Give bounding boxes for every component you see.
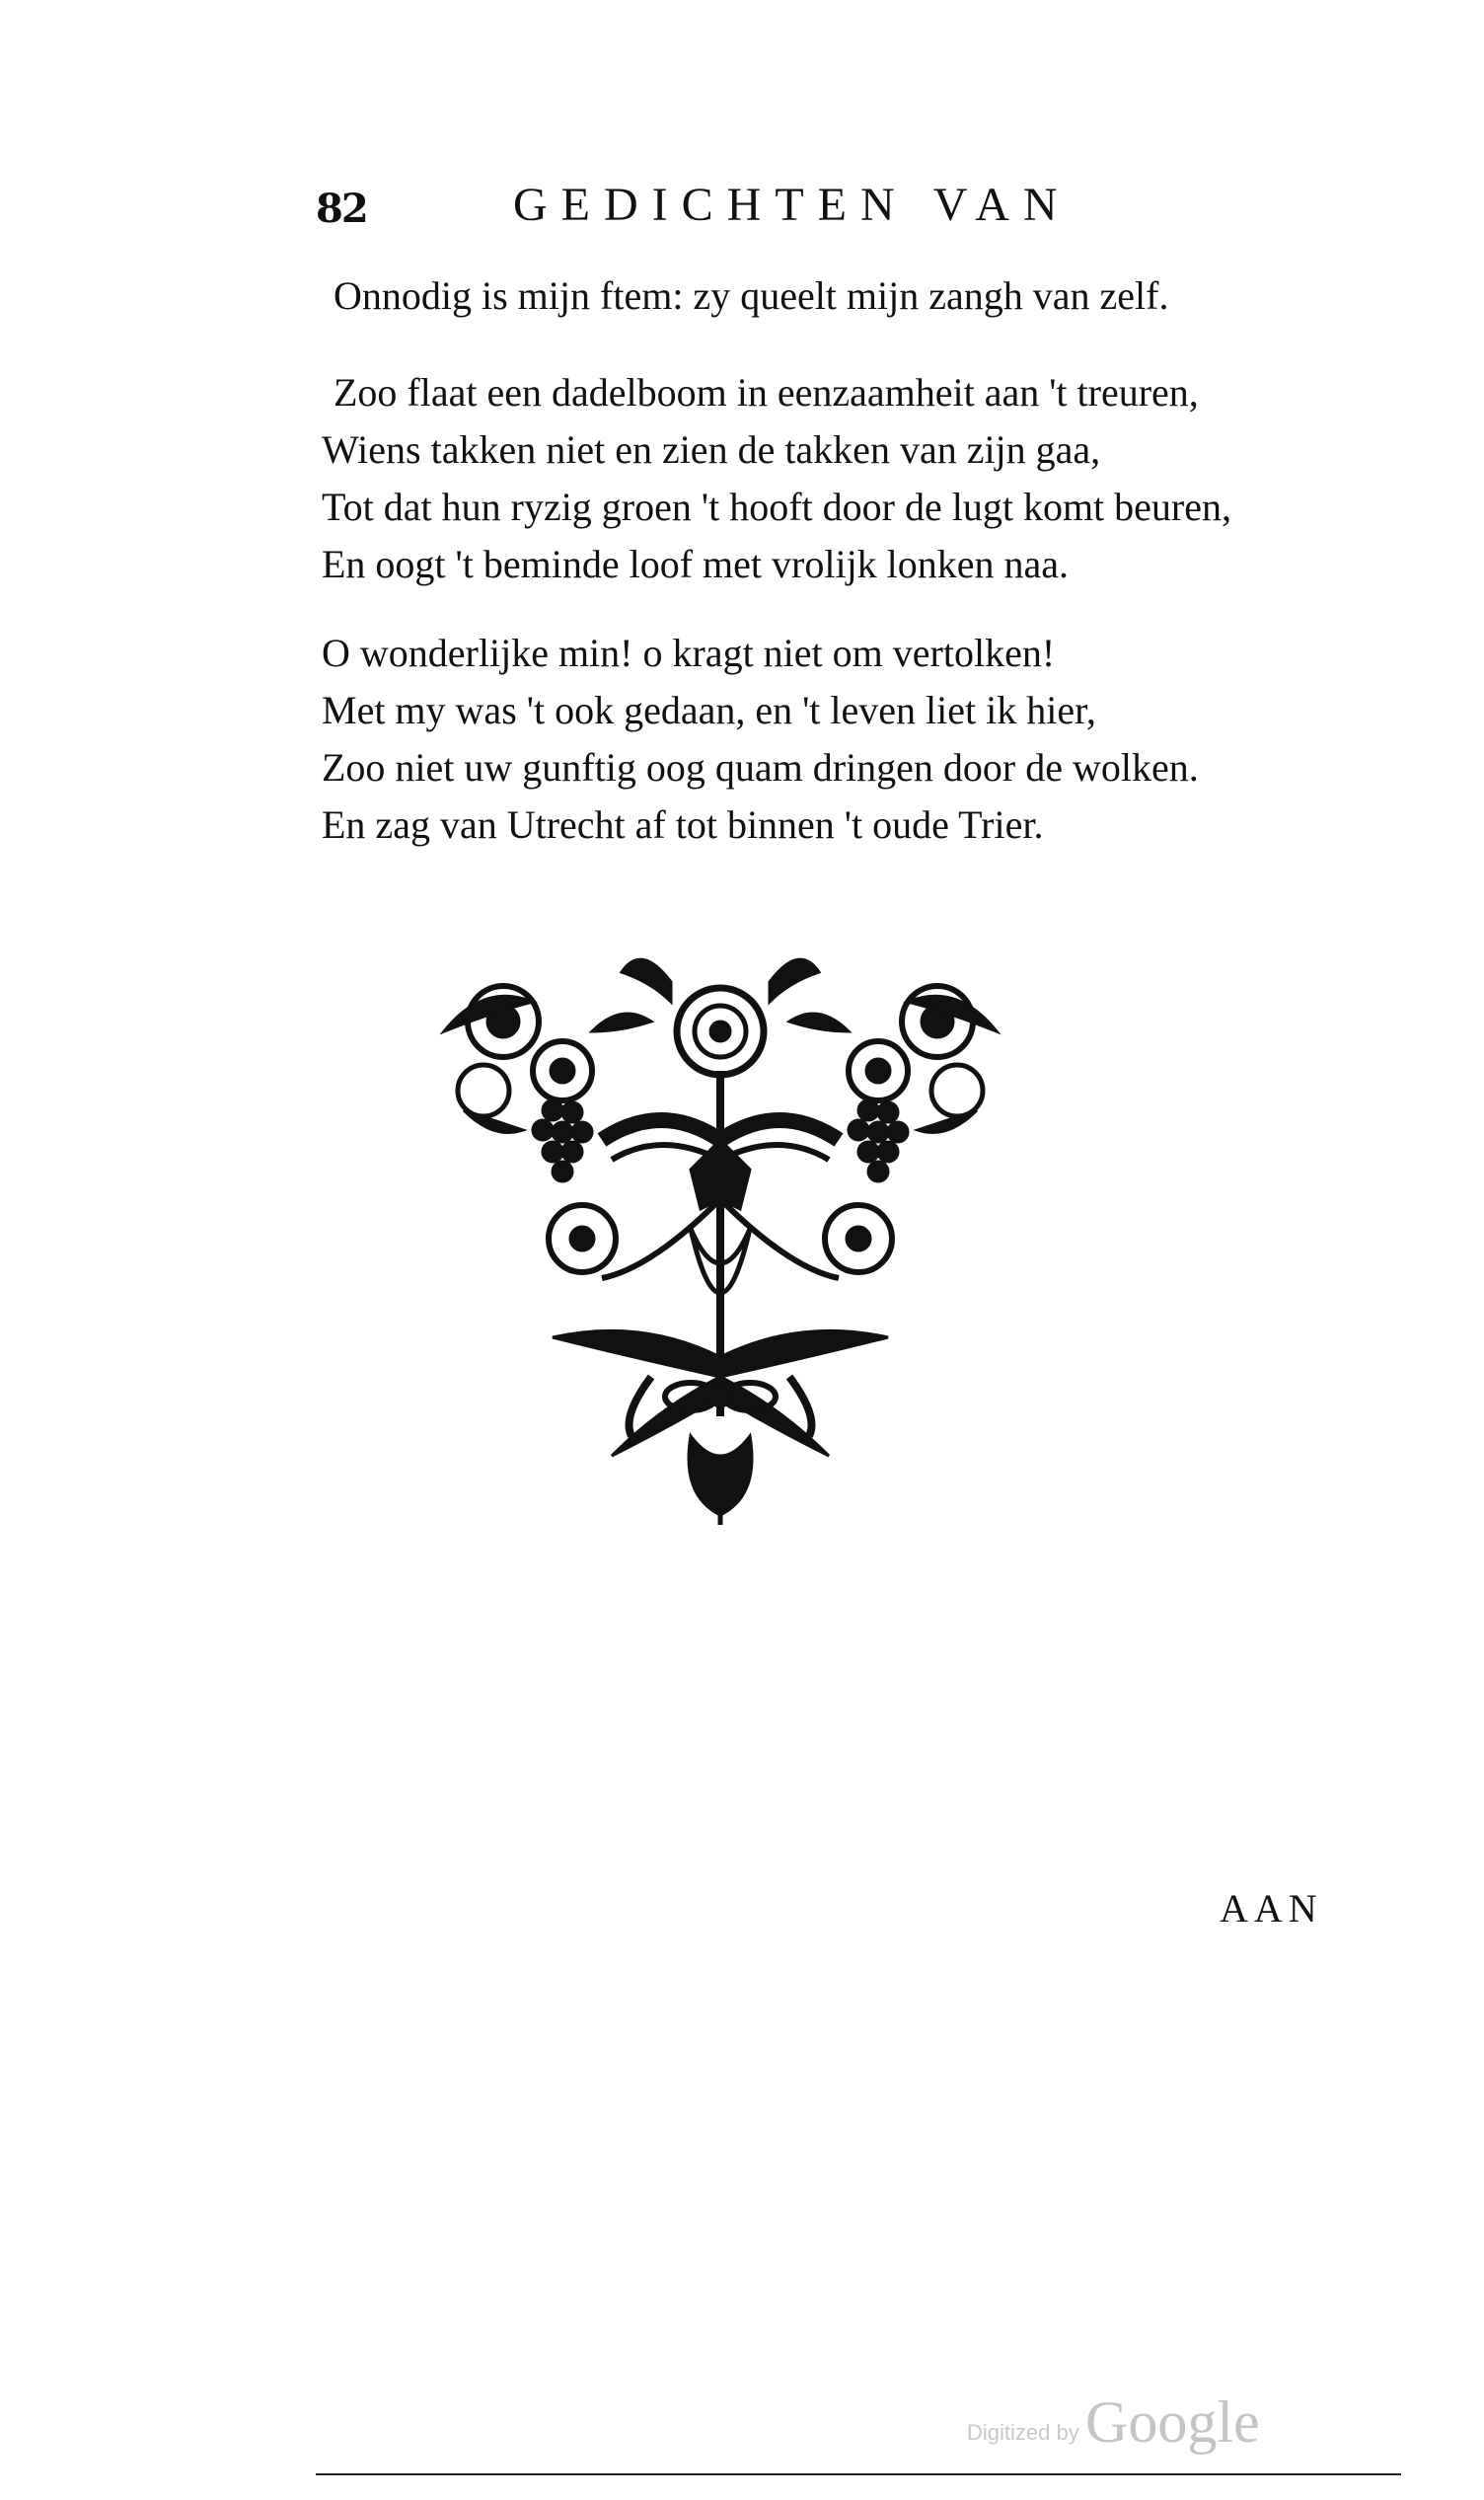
verse-line: Met my was 't ook gedaan, en 't leven liet ik hier, [322,688,1096,732]
verse-line: Zoo niet uw gunftig oog quam dringen door de wolken. [322,745,1199,790]
watermark-prefix: Digitized by [967,2420,1079,2445]
digitized-watermark [967,2388,1283,2458]
catchword: AAN [1220,1886,1323,1931]
bottom-edge-rule [316,2472,1401,2476]
verse-line: Tot dat hun ryzig groen 't hooft door de lugt komt beuren, [322,485,1231,529]
verse-line: Wiens takken niet en zien de takken van zijn gaa, [322,427,1101,472]
running-title: GEDICHTEN VAN [513,179,1072,231]
verse-line: Zoo flaat een dadelboom in eenzaamheit aan 't treuren, [334,370,1199,415]
watermark-brand: Google [1085,2389,1260,2455]
verse-line: O wonderlijke min! o kragt niet om vertolken! [322,631,1056,675]
verse-line: En oogt 't beminde loof met vrolijk lonken naa. [322,542,1070,586]
grapes-left [533,1100,592,1181]
floral-vignette-icon [424,943,1016,1535]
page-number: 82 [316,186,367,232]
grapes-right [849,1100,908,1181]
page-header [316,178,1342,237]
verse-line: En zag van Utrecht af tot binnen 't oude Trier. [322,802,1044,847]
verse-line: Onnodig is mijn ftem: zy queelt mijn zangh van zelf. [334,273,1169,318]
